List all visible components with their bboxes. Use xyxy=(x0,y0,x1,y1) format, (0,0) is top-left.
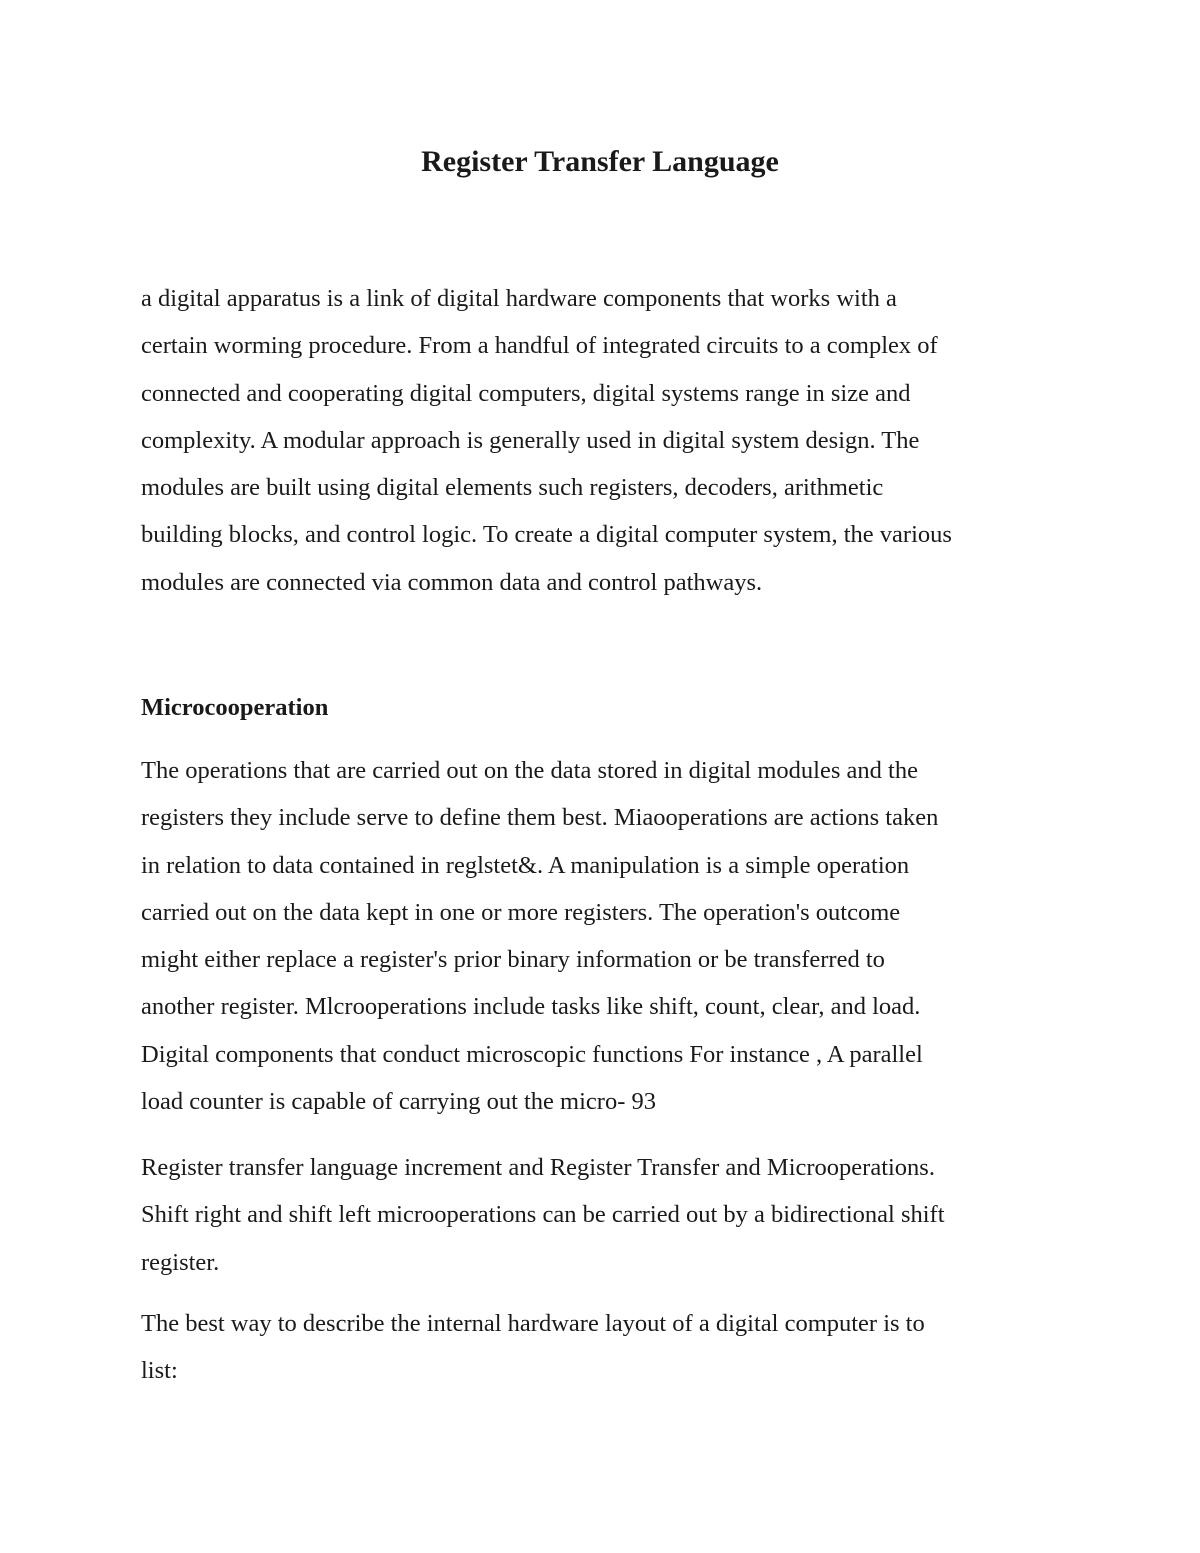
micro-line: in relation to data contained in reglstet&. A manipulation is a simple operation xyxy=(141,851,910,879)
micro-line: Digital components that conduct microscopic functions For instance , A parallel xyxy=(141,1040,923,1068)
micro-line: might either replace a register's prior binary information or be transferred to xyxy=(141,946,885,974)
intro-line: complexity. A modular approach is generally used in digital system design. The xyxy=(141,426,920,454)
register-transfer-paragraph xyxy=(141,1144,1081,1286)
hardware-list-line: The best way to describe the internal hardware layout of a digital computer is to xyxy=(141,1310,925,1337)
section-heading: Microcooperation xyxy=(141,694,329,721)
register-transfer-line: Register transfer language increment and Register Transfer and Microoperations. xyxy=(141,1154,935,1181)
micro-line: another register. Mlcrooperations include tasks like shift, count, clear, and load. xyxy=(141,993,921,1021)
document-title: Register Transfer Language xyxy=(421,145,779,178)
micro-line: registers they include serve to define them best. Miaooperations are actions taken xyxy=(141,804,939,832)
intro-paragraph xyxy=(141,275,1081,606)
micro-line: carried out on the data kept in one or more registers. The operation's outcome xyxy=(141,898,901,926)
register-transfer-line: register. xyxy=(141,1248,220,1276)
micro-line: load counter is capable of carrying out the micro- 93 xyxy=(141,1088,656,1116)
intro-line: building blocks, and control logic. To create a digital computer system, the various xyxy=(141,521,952,549)
intro-line: certain worming procedure. From a handful of integrated circuits to a complex of xyxy=(141,332,938,360)
micro-line: The operations that are carried out on the data stored in digital modules and the xyxy=(141,757,918,784)
intro-line: modules are connected via common data and control pathways. xyxy=(141,568,763,596)
hardware-list-paragraph xyxy=(141,1300,1081,1395)
intro-line: connected and cooperating digital computers, digital systems range in size and xyxy=(141,379,911,407)
intro-line: modules are built using digital elements such registers, decoders, arithmetic xyxy=(141,474,884,502)
hardware-list-line: list: xyxy=(141,1357,178,1385)
microoperation-paragraph xyxy=(141,747,1081,1125)
register-transfer-line: Shift right and shift left microoperations can be carried out by a bidirectional shift xyxy=(141,1201,945,1229)
intro-line: a digital apparatus is a link of digital hardware components that works with a xyxy=(141,285,897,312)
